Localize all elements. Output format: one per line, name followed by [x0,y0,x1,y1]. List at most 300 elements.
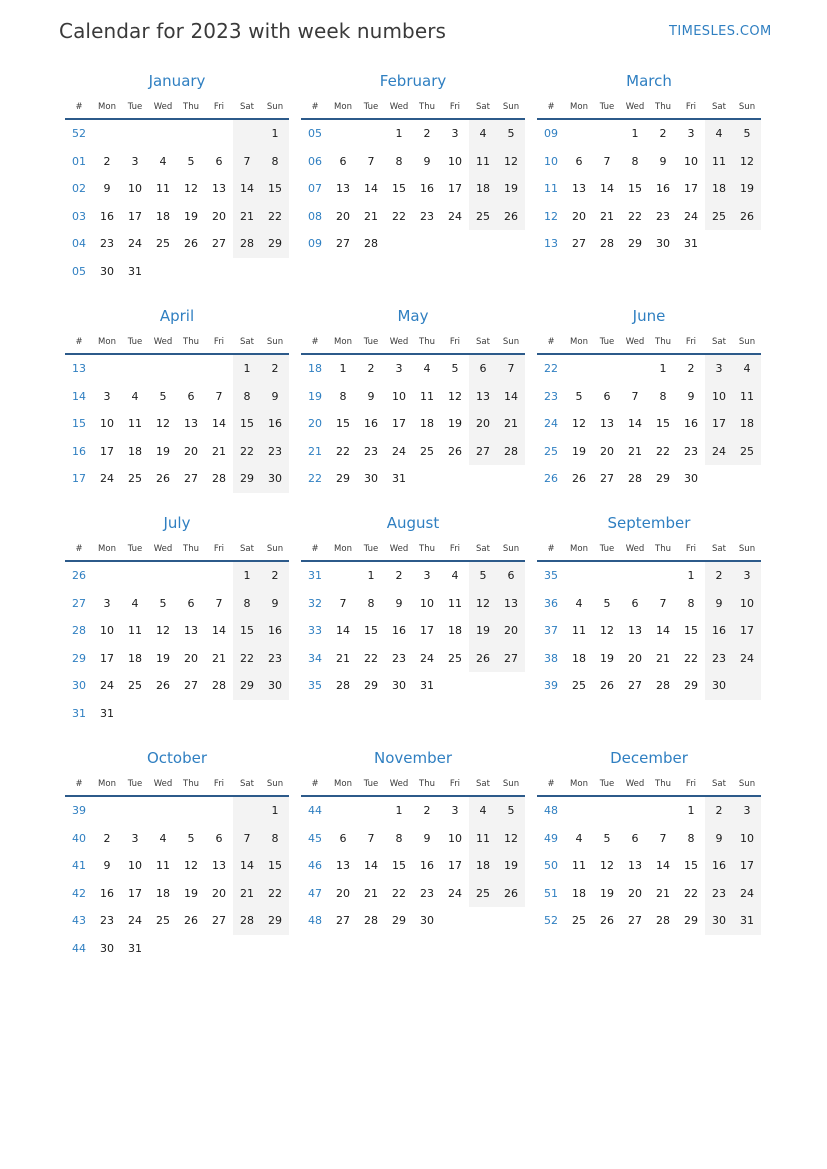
week-row [301,465,525,493]
weekday-label: Tue [127,336,143,347]
weekday-label: Sun [502,336,520,347]
day-cell: 5 [575,389,583,403]
day-cell: 28 [336,679,350,693]
day-cell [261,700,289,728]
weekday-label: Fri [213,543,225,554]
day-cell: 23 [100,914,114,928]
day-cell: 5 [159,389,167,403]
month-march [537,67,761,258]
day-cell [177,120,205,148]
day-cell: 27 [336,237,350,251]
day-cell: 14 [656,859,670,873]
day-cell [261,935,289,963]
month-name: June [632,307,666,325]
day-cell: 17 [448,859,462,873]
week-row [301,797,525,825]
week-number: 12 [544,209,558,223]
month-name: December [610,749,688,767]
day-cell: 26 [497,880,525,908]
weekday-label: Wed [625,101,645,112]
day-cell: 22 [392,209,406,223]
weekday-label: Fri [213,101,225,112]
day-cell [593,562,621,590]
day-cell: 27 [572,237,586,251]
month-april [65,302,289,493]
week-number: 08 [308,209,322,223]
week-number: 35 [544,569,558,582]
day-cell: 9 [103,859,111,873]
day-cell: 5 [603,831,611,845]
day-cell: 24 [128,237,142,251]
day-cell: 17 [684,182,698,196]
day-cell: 2 [261,562,289,590]
day-cell: 3 [451,804,459,817]
weekday-label: Mon [334,778,352,789]
week-row [537,175,761,203]
weekday-label: # [547,543,555,554]
weekday-label: # [311,778,319,789]
day-cell: 15 [628,182,642,196]
day-cell: 14 [212,624,226,638]
weekday-label: Sat [240,778,254,789]
weekday-label: # [75,336,83,347]
day-cell: 3 [733,797,761,825]
weekday-label: Mon [98,101,116,112]
week-number: 05 [308,127,322,140]
day-cell: 6 [339,154,347,168]
day-cell: 19 [600,651,614,665]
weekday-label: # [75,778,83,789]
day-cell: 2 [367,362,375,375]
weekday-label: # [547,101,555,112]
day-cell: 23 [684,444,698,458]
day-cell [441,907,469,935]
day-cell: 2 [705,797,733,825]
day-cell [177,797,205,825]
day-cell: 12 [572,417,586,431]
day-cell: 2 [395,569,403,582]
weekday-label: # [547,336,555,347]
day-cell: 30 [420,914,434,928]
day-cell: 3 [131,154,139,168]
day-cell: 7 [367,154,375,168]
day-cell: 15 [336,417,350,431]
weekday-label: Sat [476,778,490,789]
day-cell [565,797,593,825]
week-row [65,935,289,963]
week-row [537,203,761,231]
weekday-header [65,537,289,562]
day-cell: 14 [364,859,378,873]
day-cell: 2 [705,562,733,590]
day-cell [497,907,525,935]
day-cell: 16 [705,617,733,645]
day-cell: 10 [420,596,434,610]
day-cell [357,120,385,148]
week-row [537,230,761,258]
month-may [301,302,525,493]
week-number: 50 [544,859,558,873]
weekday-label: Fri [449,543,461,554]
day-cell: 30 [364,472,378,486]
weekday-label: Sun [502,101,520,112]
month-name: November [373,749,453,767]
day-cell: 15 [684,859,698,873]
day-cell: 26 [448,444,462,458]
day-cell: 12 [497,825,525,853]
day-cell: 5 [451,362,459,375]
week-number: 52 [72,127,86,140]
week-number: 31 [72,706,86,720]
day-cell [621,355,649,383]
day-cell: 4 [131,596,139,610]
day-cell: 7 [659,596,667,610]
day-cell: 21 [656,886,670,900]
week-number: 48 [308,914,322,928]
day-cell: 11 [572,624,586,638]
day-cell: 16 [656,182,670,196]
week-row [65,230,289,258]
week-number: 33 [308,624,322,638]
weekday-label: Tue [363,336,379,347]
weekday-label: Sat [240,101,254,112]
weekday-label: Tue [599,543,615,554]
week-number: 35 [308,679,322,693]
day-cell: 19 [156,444,170,458]
day-cell: 21 [233,880,261,908]
week-row [65,203,289,231]
day-cell [177,935,205,963]
day-cell: 18 [420,417,434,431]
day-cell: 3 [451,127,459,140]
day-cell: 22 [364,651,378,665]
weekday-label: # [311,543,319,554]
week-row [537,880,761,908]
day-cell: 6 [215,831,223,845]
weekday-label: Sun [502,543,520,554]
day-cell: 29 [684,914,698,928]
week-number: 28 [72,624,86,638]
day-cell: 13 [628,859,642,873]
day-cell: 30 [392,679,406,693]
day-cell: 21 [212,444,226,458]
week-number: 21 [308,444,322,458]
day-cell: 28 [212,472,226,486]
day-cell: 25 [733,438,761,466]
day-cell: 18 [128,651,142,665]
day-cell: 2 [103,154,111,168]
day-cell: 6 [497,562,525,590]
day-cell [121,355,149,383]
day-cell: 10 [705,383,733,411]
day-cell: 27 [212,237,226,251]
day-cell: 23 [100,237,114,251]
day-cell: 13 [184,417,198,431]
week-number: 40 [72,831,86,845]
day-cell: 26 [572,472,586,486]
day-cell: 19 [469,617,497,645]
day-cell: 19 [184,209,198,223]
day-cell: 9 [423,154,431,168]
day-cell: 12 [156,624,170,638]
day-cell: 29 [628,237,642,251]
day-cell: 16 [420,859,434,873]
day-cell: 11 [469,148,497,176]
day-cell: 7 [233,825,261,853]
day-cell: 8 [233,383,261,411]
day-cell: 4 [469,120,497,148]
day-cell: 12 [497,148,525,176]
week-row [65,120,289,148]
day-cell: 30 [684,472,698,486]
day-cell [565,120,593,148]
week-row [65,438,289,466]
day-cell: 22 [684,651,698,665]
day-cell [593,797,621,825]
day-cell: 23 [261,438,289,466]
week-number: 14 [72,389,86,403]
day-cell: 16 [364,417,378,431]
day-cell: 25 [128,679,142,693]
week-row [537,617,761,645]
weekday-label: Thu [655,778,671,789]
week-row [301,355,525,383]
week-row [537,645,761,673]
weekday-label: Sat [712,543,726,554]
brand-link[interactable]: TIMESLES.COM [669,24,772,39]
day-cell: 4 [423,362,431,375]
day-cell: 25 [448,651,462,665]
day-cell: 25 [572,914,586,928]
week-number: 17 [72,472,86,486]
day-cell [261,258,289,286]
day-cell: 23 [261,645,289,673]
day-cell [121,700,149,728]
day-cell: 27 [184,472,198,486]
weekday-header [65,772,289,797]
week-row [65,562,289,590]
day-cell [177,355,205,383]
day-cell: 26 [600,679,614,693]
day-cell: 24 [705,438,733,466]
month-october [65,744,289,963]
day-cell [593,355,621,383]
weekday-label: Wed [389,101,409,112]
day-cell [649,797,677,825]
day-cell: 28 [600,237,614,251]
day-cell: 10 [448,831,462,845]
week-row [65,175,289,203]
day-cell: 21 [600,209,614,223]
week-number: 41 [72,859,86,873]
day-cell: 3 [395,362,403,375]
week-number: 52 [544,914,558,928]
week-number: 37 [544,624,558,638]
day-cell: 1 [233,355,261,383]
day-cell: 19 [733,175,761,203]
day-cell: 29 [656,472,670,486]
weekday-label: Tue [127,778,143,789]
day-cell: 1 [233,562,261,590]
weekday-label: Sat [476,336,490,347]
day-cell: 4 [575,831,583,845]
day-cell [205,355,233,383]
week-row [301,852,525,880]
day-cell: 20 [184,651,198,665]
day-cell: 24 [448,209,462,223]
day-cell [177,700,205,728]
day-cell: 11 [448,596,462,610]
day-cell: 31 [684,237,698,251]
day-cell: 24 [128,914,142,928]
day-cell [93,797,121,825]
day-cell: 25 [469,880,497,908]
day-cell: 9 [261,383,289,411]
day-cell: 3 [103,389,111,403]
week-row [301,825,525,853]
day-cell: 24 [733,645,761,673]
day-cell: 23 [705,880,733,908]
day-cell: 22 [233,438,261,466]
weekday-label: Thu [419,101,435,112]
day-cell: 24 [100,679,114,693]
day-cell: 24 [684,209,698,223]
day-cell: 6 [187,389,195,403]
day-cell [621,797,649,825]
month-name: September [607,514,691,532]
day-cell [469,672,497,700]
day-cell: 10 [448,154,462,168]
week-number: 48 [544,804,558,817]
day-cell: 12 [448,389,462,403]
week-number: 49 [544,831,558,845]
day-cell [93,355,121,383]
day-cell: 17 [420,624,434,638]
day-cell: 18 [572,651,586,665]
week-row [65,672,289,700]
day-cell: 29 [336,472,350,486]
day-cell: 21 [628,444,642,458]
week-row [537,825,761,853]
day-cell: 22 [261,203,289,231]
weekday-label: Mon [98,336,116,347]
month-january [65,67,289,286]
day-cell: 1 [395,127,403,140]
weekday-header [537,537,761,562]
weekday-label: Fri [449,336,461,347]
day-cell: 4 [159,154,167,168]
day-cell [497,672,525,700]
week-number: 20 [308,417,322,431]
day-cell: 28 [656,679,670,693]
weekday-label: Mon [570,336,588,347]
day-cell: 14 [600,182,614,196]
day-cell: 14 [212,417,226,431]
day-cell: 16 [705,852,733,880]
weekday-label: Sun [738,778,756,789]
month-june [537,302,761,493]
weekday-label: Sat [240,543,254,554]
weekday-header [537,330,761,355]
day-cell: 7 [215,596,223,610]
week-number: 46 [308,859,322,873]
day-cell: 30 [705,672,733,700]
weekday-label: Tue [363,543,379,554]
day-cell: 6 [215,154,223,168]
week-number: 09 [544,127,558,140]
day-cell: 24 [733,880,761,908]
day-cell: 23 [364,444,378,458]
weekday-label: Tue [127,101,143,112]
week-row [537,410,761,438]
week-number: 29 [72,651,86,665]
weekday-label: Mon [570,778,588,789]
day-cell: 28 [212,679,226,693]
day-cell: 19 [600,886,614,900]
day-cell: 26 [733,203,761,231]
day-cell: 11 [128,624,142,638]
day-cell: 31 [128,941,142,955]
day-cell: 13 [572,182,586,196]
week-row [301,410,525,438]
day-cell: 10 [128,182,142,196]
weekday-label: Sun [738,101,756,112]
day-cell: 31 [100,706,114,720]
day-cell: 18 [705,175,733,203]
day-cell: 27 [469,438,497,466]
weekday-header [301,95,525,120]
day-cell: 19 [497,852,525,880]
day-cell: 8 [233,590,261,618]
day-cell: 13 [212,182,226,196]
day-cell: 19 [497,175,525,203]
day-cell: 15 [392,182,406,196]
day-cell: 17 [100,444,114,458]
week-row [301,590,525,618]
week-number: 38 [544,651,558,665]
day-cell: 27 [628,679,642,693]
day-cell: 17 [128,209,142,223]
day-cell: 25 [156,914,170,928]
day-cell: 10 [733,590,761,618]
week-number: 05 [72,264,86,278]
week-row [537,120,761,148]
day-cell: 22 [233,645,261,673]
day-cell [205,700,233,728]
day-cell: 8 [367,596,375,610]
day-cell: 8 [395,154,403,168]
day-cell: 28 [233,230,261,258]
weekday-label: Sat [712,778,726,789]
week-row [301,438,525,466]
day-cell: 6 [187,596,195,610]
week-row [65,797,289,825]
day-cell: 29 [684,679,698,693]
week-row [301,148,525,176]
week-number: 44 [72,941,86,955]
week-number: 18 [308,362,322,375]
day-cell [205,562,233,590]
day-cell: 8 [395,831,403,845]
weekday-label: Sat [476,101,490,112]
day-cell: 18 [733,410,761,438]
day-cell: 19 [184,886,198,900]
month-name: April [159,307,195,325]
day-cell: 2 [423,804,431,817]
day-cell: 14 [233,852,261,880]
day-cell: 17 [128,886,142,900]
week-row [65,258,289,286]
